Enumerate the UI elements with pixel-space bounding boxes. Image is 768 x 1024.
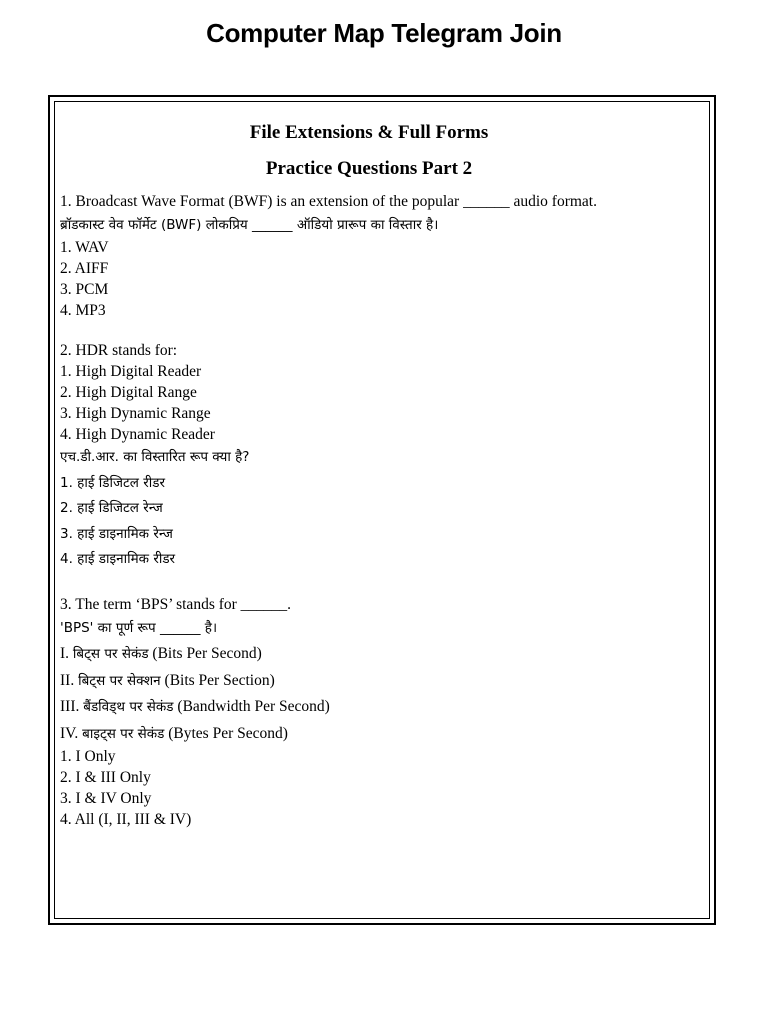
question-3-statement: [60, 641, 700, 668]
statement-prefix: IV.: [60, 724, 83, 742]
document-subtitle: Practice Questions Part 2: [265, 158, 473, 179]
statement-prefix: I.: [60, 645, 73, 663]
question-1-text-hi: ब्रॉडकास्ट वेव फॉर्मेट (BWF) लोकप्रिय ______ ऑडियो प्रारूप का विस्तार है।: [60, 216, 439, 233]
spacer: [60, 321, 700, 341]
banner-title: Computer Map Telegram Join: [206, 18, 562, 48]
question-2-option-hi: 3. हाई डाइनामिक रेन्ज: [60, 525, 173, 542]
question-1-text-en: 1. Broadcast Wave Format (BWF) is an extension of the popular ______ audio format.: [60, 193, 597, 210]
statement-english: (Bits Per Second): [148, 645, 262, 663]
question-1-option: 4. MP3: [60, 301, 106, 319]
question-2-option-hi: 4. हाई डाइनामिक रीडर: [60, 551, 176, 568]
statement-english: (Bits Per Section): [160, 671, 275, 689]
statement-english: (Bytes Per Second): [164, 724, 288, 742]
question-1-option: 2. AIFF: [60, 260, 109, 278]
question-2-option-en: 3. High Dynamic Range: [60, 404, 211, 422]
question-2-option-en: 2. High Digital Range: [60, 384, 197, 402]
question-2-option-hi: 2. हाई डिजिटल रेन्ज: [60, 500, 163, 517]
statement-english: (Bandwidth Per Second): [173, 698, 330, 716]
statement-prefix: III.: [60, 698, 84, 716]
question-2-option-hi: 1. हाई डिजिटल रीडर: [60, 474, 165, 491]
statement-hindi: बाइट्स पर सेकंड: [82, 725, 165, 742]
question-3-text-hi: 'BPS' का पूर्ण रूप ______ है।: [60, 619, 218, 636]
question-2: [60, 341, 700, 572]
question-3-option: 1. I Only: [60, 748, 116, 766]
document-body: [60, 120, 700, 830]
question-2-text-hi: एच.डी.आर. का विस्तारित रूप क्या है?: [60, 449, 250, 466]
question-3-text-en: 3. The term ‘BPS’ stands for ______.: [60, 595, 292, 613]
spacer: [60, 573, 700, 595]
question-2-option-en: 4. High Dynamic Reader: [60, 425, 215, 443]
question-3-statement: [60, 721, 700, 748]
question-3-option: 2. I & III Only: [60, 769, 151, 787]
question-2-option-en: 1. High Digital Reader: [60, 363, 202, 381]
document-title: File Extensions & Full Forms: [249, 122, 489, 143]
question-1-option: 1. WAV: [60, 239, 109, 257]
statement-prefix: II.: [60, 671, 79, 689]
question-3-statement: [60, 668, 700, 695]
question-3-option: 3. I & IV Only: [60, 789, 152, 807]
statement-hindi: बिट्स पर सेक्शन: [78, 672, 161, 689]
question-1: [60, 192, 700, 321]
statement-hindi: बैंडविड्थ पर सेकंड: [83, 699, 174, 716]
question-2-text-en: 2. HDR stands for:: [60, 342, 178, 360]
question-3: [60, 595, 700, 830]
question-3-statement: [60, 694, 700, 721]
question-3-option: 4. All (I, II, III & IV): [60, 810, 192, 828]
statement-hindi: बिट्स पर सेकंड: [72, 646, 149, 663]
question-1-option: 3. PCM: [60, 280, 109, 298]
